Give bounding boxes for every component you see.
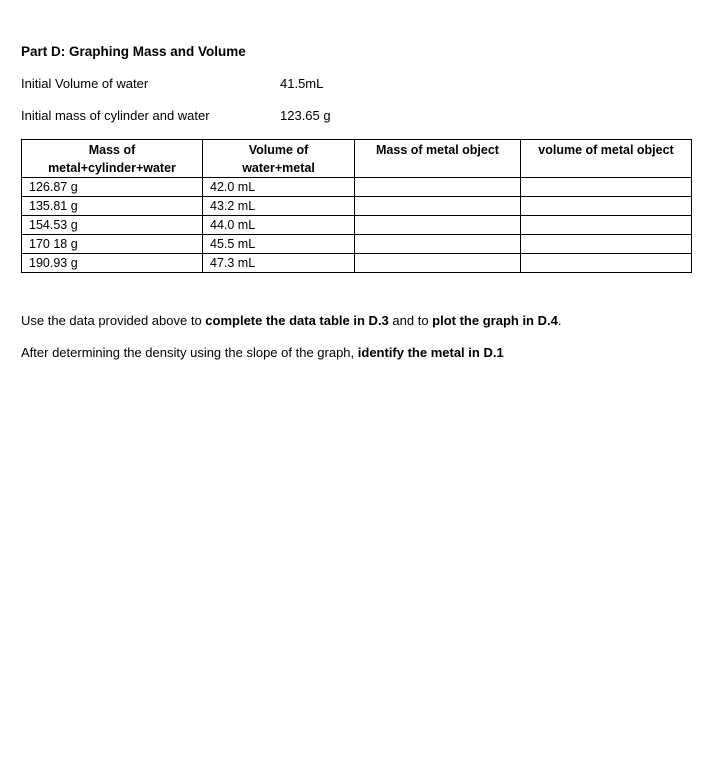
cell-volume-total: 47.3 mL — [203, 254, 355, 273]
instruction-1-text-a: Use the data provided above to — [21, 313, 206, 328]
header-mass-total — [22, 140, 203, 178]
cell-mass-total: 190.93 g — [22, 254, 203, 273]
header-mass-total-line2: metal+cylinder+water — [48, 161, 176, 175]
table-row — [22, 197, 692, 216]
data-table — [21, 139, 692, 273]
table-header-row — [22, 140, 692, 178]
instruction-line-1 — [21, 313, 561, 328]
table-row — [22, 216, 692, 235]
cell-mass-total: 170 18 g — [22, 235, 203, 254]
instruction-2-text-a: After determining the density using the slope of the graph, — [21, 345, 358, 360]
header-mass-metal-label: Mass of metal object — [376, 143, 499, 157]
header-volume-metal-label: volume of metal object — [538, 143, 674, 157]
cell-volume-metal — [521, 178, 692, 197]
initial-mass-value: 123.65 g — [280, 108, 331, 123]
instruction-2-bold-a: identify the metal in D.1 — [357, 345, 504, 360]
cell-volume-metal — [521, 197, 692, 216]
table-row — [22, 235, 692, 254]
initial-mass-label: Initial mass of cylinder and water — [21, 108, 210, 123]
cell-mass-metal — [355, 178, 521, 197]
cell-volume-metal — [521, 235, 692, 254]
instruction-line-2 — [21, 345, 504, 360]
cell-volume-total: 44.0 mL — [203, 216, 355, 235]
cell-mass-total: 126.87 g — [22, 178, 203, 197]
cell-volume-total: 42.0 mL — [203, 178, 355, 197]
cell-mass-metal — [355, 197, 521, 216]
instruction-1-text-b: and to — [388, 313, 433, 328]
table-row — [22, 254, 692, 273]
header-volume-total — [203, 140, 355, 178]
cell-mass-total: 154.53 g — [22, 216, 203, 235]
cell-mass-total: 135.81 g — [22, 197, 203, 216]
cell-volume-total: 43.2 mL — [203, 197, 355, 216]
cell-mass-metal — [355, 216, 521, 235]
instruction-1-text-c: . — [557, 313, 562, 328]
header-volume-total-line1: Volume of — [248, 143, 309, 157]
cell-mass-metal — [355, 235, 521, 254]
table-row — [22, 178, 692, 197]
header-volume-metal — [521, 140, 692, 178]
page-title: Part D: Graphing Mass and Volume — [21, 44, 246, 59]
header-mass-metal — [355, 140, 521, 178]
cell-mass-metal — [355, 254, 521, 273]
cell-volume-metal — [521, 254, 692, 273]
header-volume-total-line2: water+metal — [242, 161, 315, 175]
instruction-1-bold-b: plot the graph in D.4 — [432, 313, 558, 328]
cell-volume-total: 45.5 mL — [203, 235, 355, 254]
initial-volume-label: Initial Volume of water — [21, 76, 149, 91]
cell-volume-metal — [521, 216, 692, 235]
instruction-1-bold-a: complete the data table in D.3 — [205, 313, 389, 328]
initial-volume-value: 41.5mL — [280, 76, 324, 91]
header-mass-total-line1: Mass of — [88, 143, 136, 157]
